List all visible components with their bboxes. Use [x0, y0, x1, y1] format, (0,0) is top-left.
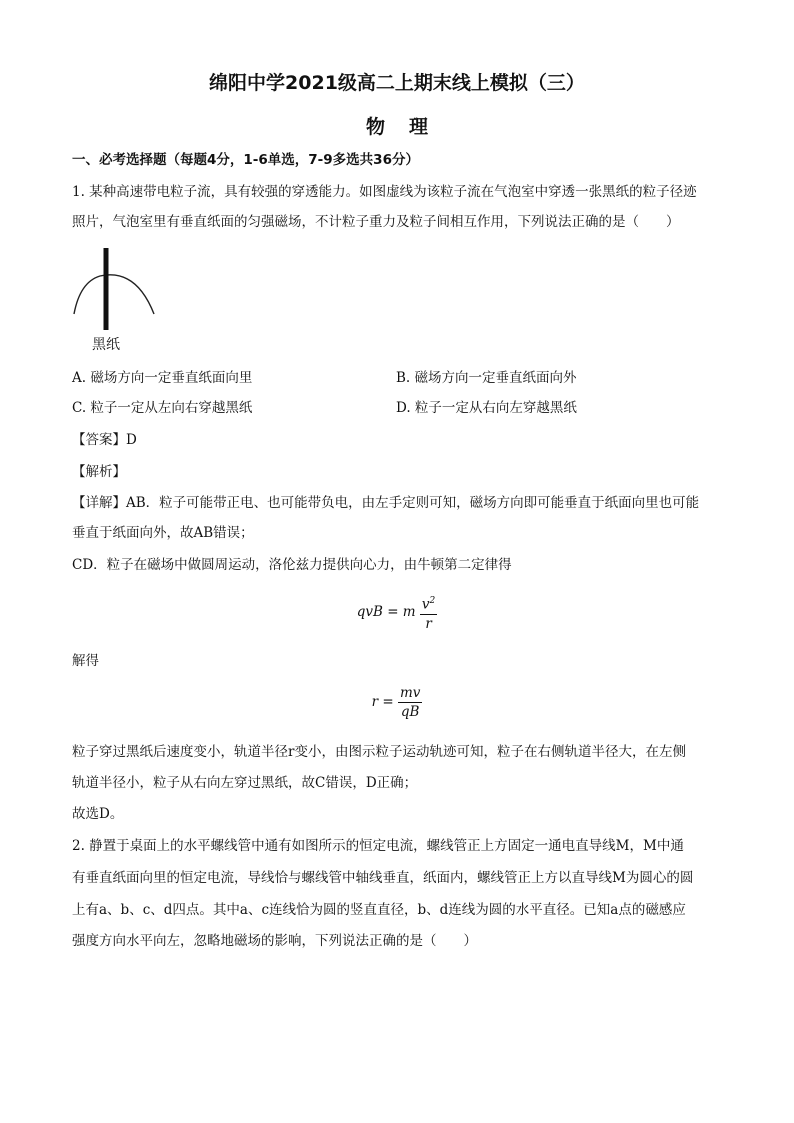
q2-line1: 2. 静置于桌面上的水平螺线管中通有如图所示的恒定电流，螺线管正上方固定一通电直导线M，M中通 — [72, 838, 684, 854]
q1-option-d: D. 粒子一定从右向左穿越黑纸 — [396, 400, 577, 416]
q1-answer: 【答案】D — [72, 432, 137, 448]
q1-conclusion-line2: 轨道半径小，粒子从右向左穿过黑纸，故C错误，D正确； — [72, 775, 418, 791]
eq2-denominator: qB — [400, 704, 420, 720]
q2-line4: 强度方向水平向左，忽略地磁场的影响，下列说法正确的是（ ） — [72, 933, 477, 949]
equation-2 — [0, 684, 794, 721]
q1-figure — [66, 244, 166, 356]
q1-detail-line2: 垂直于纸面向外，故AB错误； — [72, 525, 254, 541]
eq1-left: qvB = m — [356, 603, 416, 620]
q1-conclusion-line1: 粒子穿过黑纸后速度变小，轨道半径r变小，由图示粒子运动轨迹可知，粒子在右侧轨道半径大，在左侧 — [72, 744, 686, 760]
eq1-fraction — [420, 592, 437, 633]
figure-label: 黑纸 — [92, 337, 120, 353]
particle-track-arc — [74, 275, 154, 314]
exam-title: 绵阳中学2021级高二上期末线上模拟（三） — [209, 72, 585, 94]
eq1-denominator: r — [425, 615, 432, 632]
equation-1 — [0, 592, 794, 633]
q1-analysis: 【解析】 — [72, 464, 126, 480]
q1-stem-line2: 照片，气泡室里有垂直纸面的匀强磁场，不计粒子重力及粒子间相互作用，下列说法正确的是（ ） — [72, 214, 680, 230]
eq2-numerator: mv — [399, 685, 421, 701]
q1-option-b: B. 磁场方向一定垂直纸面向外 — [396, 370, 577, 386]
eq2-fraction — [398, 684, 422, 721]
particle-track-diagram — [66, 244, 166, 334]
q1-option-a: A. 磁场方向一定垂直纸面向里 — [72, 370, 253, 386]
q1-option-c: C. 粒子一定从左向右穿越黑纸 — [72, 400, 253, 416]
section-heading: 一、必考选择题（每题4分，1-6单选，7-9多选共36分） — [72, 152, 419, 168]
q2-line3: 上有a、b、c、d四点。其中a、c连线恰为圆的竖直直径，b、d连线为圆的水平直径。已知a点的磁感应 — [72, 902, 686, 918]
eq2-left: r = — [371, 694, 394, 710]
q1-detail-line1: 【详解】AB．粒子可能带正电、也可能带负电，由左手定则可知，磁场方向即可能垂直于纸面向里也可能 — [72, 495, 700, 511]
eq1-numerator: v — [421, 596, 430, 613]
q2-line2: 有垂直纸面向里的恒定电流，导线恰与螺线管中轴线垂直，纸面内，螺线管正上方以直导线M为圆心的圆 — [72, 870, 694, 886]
solve-word: 解得 — [72, 653, 99, 669]
subject-title: 物理 — [365, 116, 452, 138]
eq1-exponent: 2 — [429, 596, 436, 606]
q1-final: 故选D。 — [72, 806, 124, 822]
q1-detail-line3: CD．粒子在磁场中做圆周运动，洛伦兹力提供向心力，由牛顿第二定律得 — [72, 557, 512, 573]
q1-stem-line1: 1. 某种高速带电粒子流，具有较强的穿透能力。如图虚线为该粒子流在气泡室中穿透一张黑纸的粒子径迹 — [72, 184, 697, 200]
